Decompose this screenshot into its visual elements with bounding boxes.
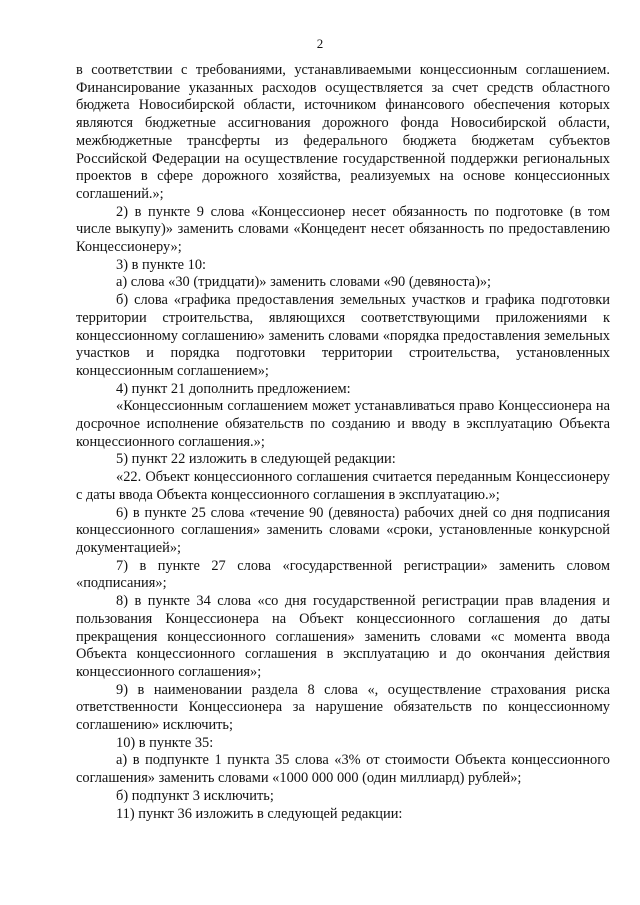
- paragraph-item-10: 10) в пункте 35:: [116, 734, 214, 751]
- paragraph-item-3b: б) слова «графика предоставления земельных участков и графика подготовки территории строительства, являющихся соответствующими приложениями к концессионному соглашению» заменить словами «порядка предоставления земельных участков и порядка подготовки территории строительства, установленных концессионным соглашением»;: [76, 292, 610, 379]
- paragraph-continuation: в соответствии с требованиями, устанавливаемыми концессионным соглашением. Финансирование указанных расходов осуществляется за счет средств областного бюджета Новосибирской области, источником финансового обеспечения которых являются бюджетные ассигнования дорожного фонда Новосибирской области, межбюджетные трансферты из федерального бюджета бюджетам субъектов Российской Федерации на осуществление государственной поддержки региональных проектов в сфере дорожного хозяйства, реализуемых на основе концессионных соглашений.»;: [76, 62, 610, 202]
- page-number: 2: [316, 36, 324, 51]
- paragraph-item-2: 2) в пункте 9 слова «Концессионер несет обязанность по подготовке (в том числе выкупу)» заменить словами «Концедент несет обязанность по предоставлению Концессионеру»;: [76, 203, 610, 256]
- paragraph-item-4: 4) пункт 21 дополнить предложением:: [116, 380, 351, 397]
- paragraph-item-3a: а) слова «30 (тридцати)» заменить словами «90 (девяноста)»;: [116, 274, 492, 291]
- paragraph-item-4-quote: «Концессионным соглашением может устанавливаться право Концессионера на досрочное исполнение обязательств по созданию и вводу в эксплуатацию Объекта концессионного соглашения.»;: [76, 398, 610, 450]
- paragraph-item-5: 5) пункт 22 изложить в следующей редакции:: [116, 451, 396, 468]
- document-body: [76, 62, 610, 823]
- paragraph-item-11: 11) пункт 36 изложить в следующей редакции:: [116, 805, 403, 822]
- paragraph-item-5-quote: «22. Объект концессионного соглашения считается переданным Концессионеру с даты ввода Объекта концессионного соглашения в эксплуатацию.»;: [76, 469, 610, 503]
- paragraph-item-7: 7) в пункте 27 слова «государственной регистрации» заменить словом «подписания»;: [76, 557, 610, 592]
- paragraph-item-8: 8) в пункте 34 слова «со дня государственной регистрации прав владения и пользования Концессионера на Объект концессионного соглашения до даты прекращения концессионного соглашения» заменить словами «с момента ввода Объекта концессионного соглашения в эксплуатацию и до окончания действия концессионного соглашения»;: [76, 593, 610, 680]
- paragraph-item-6: 6) в пункте 25 слова «течение 90 (девяноста) рабочих дней со дня подписания концессионного соглашения» заменить словами «сроки, установленные конкурсной документацией»;: [76, 504, 610, 556]
- paragraph-item-3: 3) в пункте 10:: [116, 256, 207, 273]
- paragraph-item-10b: б) подпункт 3 исключить;: [116, 787, 274, 804]
- paragraph-item-10a: а) в подпункте 1 пункта 35 слова «3% от стоимости Объекта концессионного соглашения» заменить словами «1000 000 000 (один миллиард) рублей»;: [76, 752, 610, 787]
- paragraph-item-9: 9) в наименовании раздела 8 слова «, осуществление страхования риска ответственности Концессионера за нарушение обязательств по концессионному соглашению» исключить;: [76, 681, 610, 734]
